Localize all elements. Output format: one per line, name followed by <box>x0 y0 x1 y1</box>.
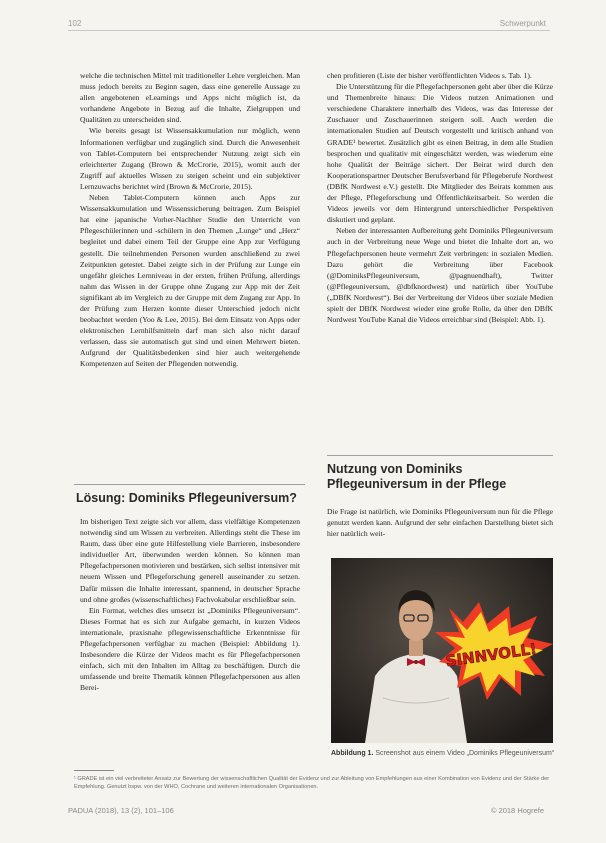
paragraph: Neben Tablet-Computern können auch Apps zur Wissensakkumulation und Wissenssicherung beitragen. Zum Beispiel hat eine japanische Vorher-Nachher Studie den Unterricht von Pflegeschülerinnen und -schülern in den Themen „Lunge“ und „Herz“ begleitet und dabei einem Teil der Gruppe eine App zur Verfügung gestellt. Die teilnehmenden Personen wurden anschließend zu zwei Zeitpunkten getestet. Dabei zeigte sich in der Prüfung zur Lunge ein ungefähr gleiches Lernniveau in der ersten, frühen Prüfung, allerdings nahm das Wissen in der Gruppe ohne Zugang zur App mit der Zeit signifikant ab im Vergleich zu der Gruppe mit dem Zugang zur App. In der Prüfung zum Herzen konnte dieser Unterschied jedoch nicht beobachtet werden (Yoo & Lee, 2015). Bei dem Einsatz von Apps oder elektronischen Lernhilfsmitteln darf man sich also nicht darauf verlassen, dass sie automatisch gut sind und einen Mehrwert bieten. Aufgrund der Qualitätsbedenken sind hier auch weitergehende Kompetenzen auf Seiten der Pflegenden notwendig. <box>80 193 300 369</box>
figure-illustration <box>331 558 553 743</box>
paragraph: welche die technischen Mittel mit traditioneller Lehre vergleichen. Man muss jedoch bereits zu Beginn sagen, dass eine generelle Aussage zu allen angebotenen eLearnings und Apps nicht möglich ist, da vorhandene Angebote in Bezug auf die Inhalte, Zielgruppen und Qualitäten zu unterscheiden sind. <box>80 71 300 125</box>
caption-text: Screenshot aus einem Video „Dominiks Pflegeuniversum“ <box>375 750 555 757</box>
section-rule <box>74 484 305 485</box>
footer-citation: PADUA (2018), 13 (2), 101–106 <box>68 806 174 815</box>
section-label: Schwerpunkt <box>499 19 546 28</box>
paragraph: Wie bereits gesagt ist Wissensakkumulation nur möglich, wenn Informationen verfügbar und zugänglich sind. Durch die Anwesenheit von Tablet-Computern bei entsprechender Nutzung zeigt sich ein erleichterter Zugang (Brown & McCrorie, 2015), womit auch der Zugriff auf aktuelles Wissen zu steigen scheint und ein subjektiver Lernzuwachs berichtet wird (Brown & McCrorie, 2015). <box>80 126 300 191</box>
paragraph: Ein Format, welches dies umsetzt ist „Dominiks Pflegeuniversum“. Dieses Format hat es sich zur Aufgabe gemacht, in kurzen Videos internationale, praxisnahe pflegewissenschaftliche Erkenntnisse für Pflegefachpersonen verfügbar zu machen (Beispiel: Abbildung 1). Insbesondere die Kürze der Videos macht es für Pflegefachpersonen einfach, sich mit den Inhalten im Alltag zu beschäftigen. Durch die umfassende und breite Thematik können Pflegefachpersonen aus allen Berei- <box>80 605 300 693</box>
footnote: ¹ GRADE ist ein viel verbreiteter Ansatz zur Bewertung der wissenschaftlichen Qualität der Evidenz und zur Ableitung von Empfehlungen aus einer Kombination von Evidenz und der Stärke der Empfehlung. Genutzt bspw. von der WHO, Cochrane und weiteren internationalen Organisationen. <box>74 776 550 790</box>
section-heading-solution: Lösung: Dominiks Pflegeuniversum? <box>76 491 297 505</box>
caption-label: Abbildung 1. <box>331 750 374 757</box>
right-column-bottom <box>327 506 553 539</box>
paragraph: Die Unterstützung für die Pflegefachpersonen geht aber über die Kürze und Themenbreite hinaus: Die Videos nutzen Animationen und verschiedene Charaktere innerhalb des Videos, was das Interesse der Zuschauer und Zuschauerinnen steigern soll. Auch werden die internationalen Studien auf Deutsch vorgestellt und kritisch anhand von GRADE¹ bewertet. Zusätzlich gibt es einen Beitrag, in dem alle Studien besprochen und qualitativ mit eingeschätzt werden, was wiederum eine hohe Qualität der Beiträge sichert. Der Beirat wird durch den Kooperationspartner Deutscher Berufsverband für Pflegeberufe Nordwest (DBfK Nordwest e.V.) gestellt. Die Mitglieder des Beirats kommen aus der Pflege, Pflegeforschung und Öffentlichkeitsarbeit. So werden die Videos jeweils vor dem Hintergrund unterschiedlicher Perspektiven diskutiert und geplant. <box>327 82 553 225</box>
left-column-bottom <box>80 516 300 694</box>
header-rule <box>68 30 550 31</box>
paragraph: Im bisherigen Text zeigte sich vor allem, dass vielfältige Kompetenzen notwendig sind um Wissen zu verbreiten. Allerdings steht die These im Raum, dass über eine gute Hilfestellung viele Barrieren, insbesondere individueller Art, überwunden werden können. So können man Pflegefachpersonen motivieren und bestärken, sich selbst intensiver mit neuem Wissen und Pflegeforschung generell auseinander zu setzen. Dafür müssen die Inhalte interessant, spannend, in deutscher Sprache und ohne großes (wissenschaftliches) Fachvokabular erschließbar sein. <box>80 517 300 604</box>
left-column-top <box>80 70 300 370</box>
section-heading-usage <box>327 462 506 492</box>
figure-caption <box>331 749 557 758</box>
footnote-rule <box>74 770 114 771</box>
right-column-top <box>327 70 553 325</box>
footer-publisher: © 2018 Hogrefe <box>490 806 544 815</box>
paragraph: Neben der interessanten Aufbereitung geht Dominiks Pflegeuniversum auch in der Verbreitung neue Wege und bietet die Inhalte dort an, wo Pflegefachpersonen heute vermehrt Zeit verbringen: in sozialen Medien. Dazu gehört die Verbreitung über Facebook (@DominiksPflegeuniversum, @pagnuendhaft), Twitter (@Pflegeuniversum, @dbfknordwest) und natürlich über YouTube („DBfK Nordwest“). Bei der Verbreitung der Videos über soziale Medien spielt der DBfK Nordwest wieder eine große Rolle, da über den DBfK Nordwest YouTube Kanal die Videos erreichbar sind (Beispiel: Abb. 1). <box>327 226 553 325</box>
section-rule <box>327 455 553 456</box>
paragraph: chen profitieren (Liste der bisher veröffentlichten Videos s. Tab. 1). <box>327 71 532 80</box>
page-number: 102 <box>68 19 82 28</box>
heading-line: Pflegeuniversum in der Pflege <box>327 477 507 491</box>
paragraph: Die Frage ist natürlich, wie Dominiks Pflegeuniversum nun für die Pflege genutzt werden kann. Aufgrund der sehr einfachen Darstellung bietet sich hier natürlich weit- <box>327 507 553 539</box>
figure-video-screenshot <box>331 558 553 743</box>
stamp-text: SINNVOLL! <box>444 639 538 671</box>
heading-line: Nutzung von Dominiks <box>327 462 463 476</box>
